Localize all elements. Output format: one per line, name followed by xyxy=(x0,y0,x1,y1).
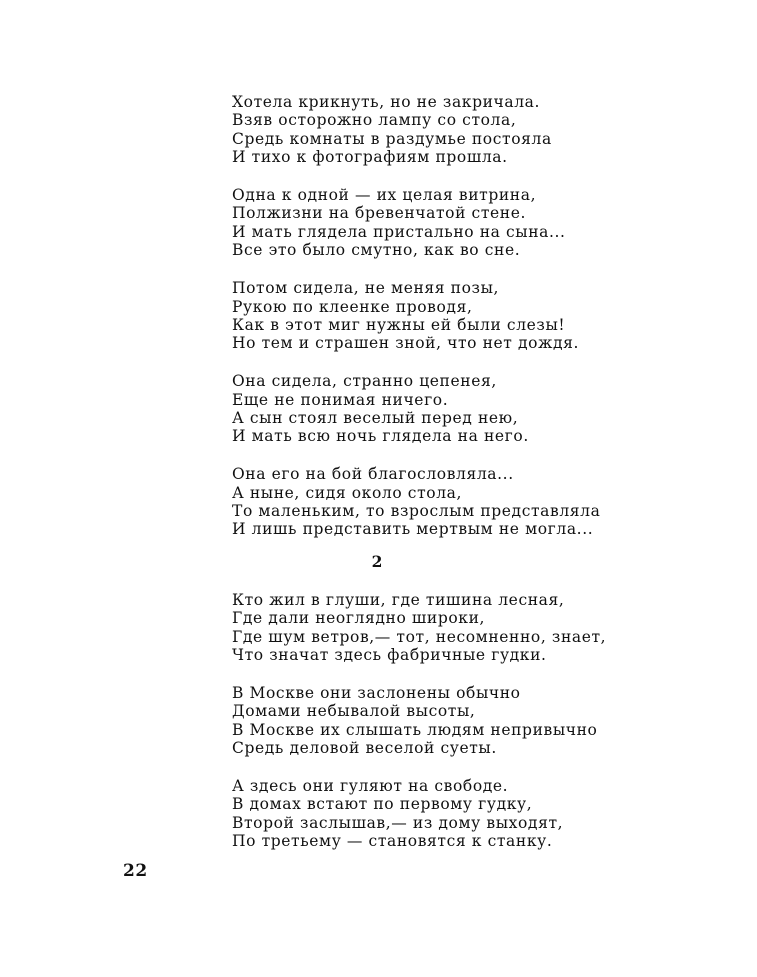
poem-line: А сын стоял веселый перед нею, xyxy=(232,408,519,427)
stanza-gap xyxy=(232,664,652,684)
stanza-gap xyxy=(232,757,652,777)
stanza xyxy=(232,93,652,167)
section-number: 2 xyxy=(371,551,383,571)
poem-line: Что значат здесь фабричные гудки. xyxy=(232,645,547,664)
poem-text xyxy=(232,93,652,851)
poem-line: А ныне, сидя около стола, xyxy=(232,483,463,502)
poem-line: Она сидела, странно цепенея, xyxy=(232,372,497,391)
stanza xyxy=(232,372,652,446)
poem-line: Кто жил в глуши, где тишина лесная, xyxy=(232,590,565,609)
stanza-gap xyxy=(232,446,652,466)
poem-line: То маленьким, то взрослым представляла xyxy=(232,502,601,521)
stanza xyxy=(232,591,652,665)
poem-line: А здесь они гуляют на свободе. xyxy=(232,776,509,795)
stanza xyxy=(232,465,652,539)
stanza-gap xyxy=(232,260,652,280)
poem-line: Средь комнаты в раздумье постояла xyxy=(232,129,552,148)
stanza xyxy=(232,684,652,758)
poem-line: По третьему — становятся к станку. xyxy=(232,832,553,851)
stanza xyxy=(232,186,652,260)
poem-line: И лишь представить мертвым не могла... xyxy=(232,520,594,539)
poem-line: И мать глядела пристально на сына... xyxy=(232,222,566,241)
poem-line: Где дали неоглядно широки, xyxy=(232,609,486,628)
poem-line: Потом сидела, не меняя позы, xyxy=(232,279,500,298)
poem-line: Полжизни на бревенчатой стене. xyxy=(232,204,526,223)
poem-line: Домами небывалой высоты, xyxy=(232,702,476,721)
poem-line: Где шум ветров,— тот, несомненно, знает, xyxy=(232,627,607,646)
poem-line: Она его на бой благословляла... xyxy=(232,465,514,484)
poem-line: Но тем и страшен зной, что нет дождя. xyxy=(232,334,579,353)
poem-line: В Москве их слышать людям непривычно xyxy=(232,720,598,739)
poem-line: И мать всю ночь глядела на него. xyxy=(232,427,529,446)
poem-line: Рукою по клеенке проводя, xyxy=(232,297,473,316)
poem-line: Хотела крикнуть, но не закричала. xyxy=(232,93,541,111)
stanza-gap xyxy=(232,167,652,187)
poem-line: Средь деловой веселой суеты. xyxy=(232,739,497,758)
page-number: 22 xyxy=(123,861,148,881)
stanza xyxy=(232,777,652,851)
stanza-gap xyxy=(232,353,652,373)
poem-line: В Москве они заслонены обычно xyxy=(232,683,521,702)
poem-line: Одна к одной — их целая витрина, xyxy=(232,186,537,205)
stanza xyxy=(232,279,652,353)
poem-line: Еще не понимая ничего. xyxy=(232,390,449,409)
poem-line: В домах встают по первому гудку, xyxy=(232,795,533,814)
poem-line: И тихо к фотографиям прошла. xyxy=(232,148,508,167)
poem-line: Взяв осторожно лампу со стола, xyxy=(232,111,517,130)
poem-line: Второй заслышав,— из дому выходят, xyxy=(232,813,564,832)
poem-line: Как в этот миг нужны ей были слезы! xyxy=(232,315,566,334)
poem-line: Все это было смутно, как во сне. xyxy=(232,241,521,260)
